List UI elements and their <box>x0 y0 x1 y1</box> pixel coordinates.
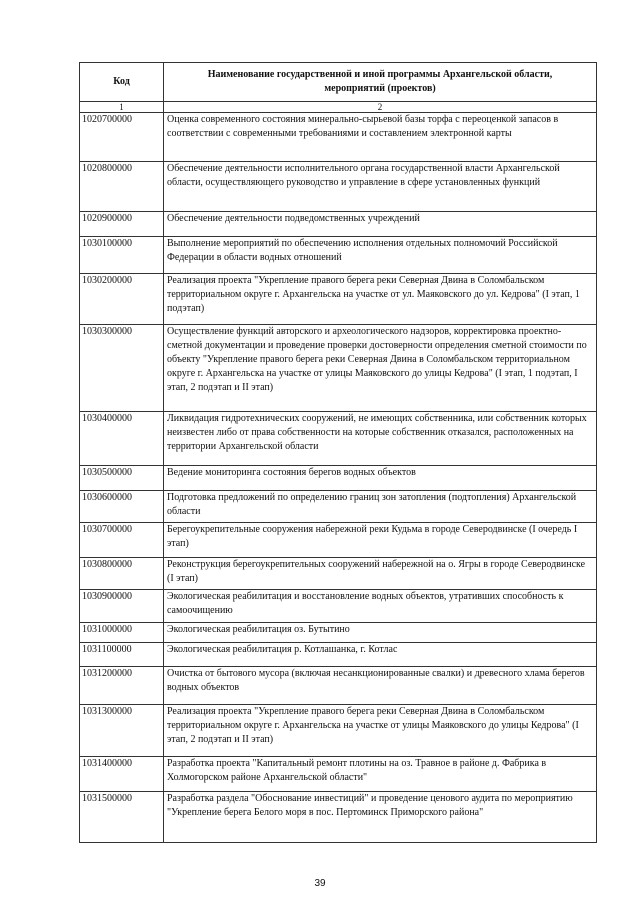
header-name: Наименование государственной и иной программы Архангельской области, мероприятий (проектов) <box>164 63 597 102</box>
row-code: 1030400000 <box>80 412 164 466</box>
row-name: Обеспечение деятельности подведомственных учреждений <box>164 212 597 237</box>
row-name: Берегоукрепительные сооружения набережной реки Кудьма в городе Северодвинске (I очередь I этап) <box>164 523 597 558</box>
row-code: 1031200000 <box>80 667 164 705</box>
table-row <box>80 643 597 667</box>
row-name: Реализация проекта "Укрепление правого берега реки Северная Двина в Соломбальском территориальном округе г. Архангельска на участке от ул. Маяковского до ул. Кедрова" (I этап, 1 подэтап) <box>164 274 597 325</box>
table-row <box>80 623 597 643</box>
row-name: Ликвидация гидротехнических сооружений, не имеющих собственника, или собственник которых неизвестен либо от права собственности на которые собственник отказался, расположенных на территории Архангельской области <box>164 412 597 466</box>
row-code: 1031100000 <box>80 643 164 667</box>
row-code: 1030700000 <box>80 523 164 558</box>
table-row <box>80 212 597 237</box>
numbering-col-2: 2 <box>164 102 597 113</box>
table-row <box>80 590 597 623</box>
numbering-row <box>80 102 597 113</box>
row-name: Разработка проекта "Капитальный ремонт плотины на оз. Травное в районе д. Фабрика в Холмогорском районе Архангельской области" <box>164 757 597 792</box>
table-row <box>80 491 597 523</box>
row-name: Осуществление функций авторского и археологического надзоров, корректировка проектно-сметной документации и проведение проверки достоверности определения сметной стоимости по объекту "Укрепление правого берега реки Северная Двина в Соломбальском территориальном округе г. Архангельска на участке от улицы Маяковского до улицы Кедрова" (I этап, 1 подэтап, I этап, 2 подэтап и II этап) <box>164 325 597 412</box>
table-row <box>80 757 597 792</box>
row-code: 1030900000 <box>80 590 164 623</box>
row-code: 1030200000 <box>80 274 164 325</box>
row-code: 1030300000 <box>80 325 164 412</box>
numbering-col-1: 1 <box>80 102 164 113</box>
table-row <box>80 792 597 843</box>
table-row <box>80 412 597 466</box>
row-name: Разработка раздела "Обоснование инвестиций" и проведение ценового аудита по мероприятию "Укрепление берега Белого моря в пос. Пертоминск Приморского района" <box>164 792 597 843</box>
row-name: Экологическая реабилитация и восстановление водных объектов, утративших способность к самоочищению <box>164 590 597 623</box>
row-code: 1020900000 <box>80 212 164 237</box>
row-code: 1030600000 <box>80 491 164 523</box>
table-row <box>80 705 597 757</box>
row-code: 1031500000 <box>80 792 164 843</box>
row-name: Оценка современного состояния минерально-сырьевой базы торфа с переоценкой запасов в соответствии с современными требованиями и составлением электронной карты <box>164 113 597 162</box>
row-code: 1030500000 <box>80 466 164 491</box>
row-name: Подготовка предложений по определению границ зон затопления (подтопления) Архангельской области <box>164 491 597 523</box>
table-row <box>80 558 597 590</box>
row-name: Выполнение мероприятий по обеспечению исполнения отдельных полномочий Российской Федерации в области водных отношений <box>164 237 597 274</box>
header-row <box>80 63 597 102</box>
table-row <box>80 113 597 162</box>
row-name: Ведение мониторинга состояния берегов водных объектов <box>164 466 597 491</box>
row-code: 1030800000 <box>80 558 164 590</box>
table-row <box>80 162 597 212</box>
table-row <box>80 237 597 274</box>
row-code: 1020700000 <box>80 113 164 162</box>
row-code: 1031400000 <box>80 757 164 792</box>
row-name: Очистка от бытового мусора (включая несанкционированные свалки) и древесного хлама берегов водных объектов <box>164 667 597 705</box>
row-name: Реализация проекта "Укрепление правого берега реки Северная Двина в Соломбальском территориальном округе г. Архангельска на участке от улицы Маяковского до улицы Кедрова" (I этап, 2 подэтап и II этап) <box>164 705 597 757</box>
table-row <box>80 667 597 705</box>
row-code: 1031300000 <box>80 705 164 757</box>
row-name: Экологическая реабилитация оз. Бутытино <box>164 623 597 643</box>
header-code: Код <box>80 63 164 102</box>
row-name: Экологическая реабилитация р. Котлашанка, г. Котлас <box>164 643 597 667</box>
row-name: Обеспечение деятельности исполнительного органа государственной власти Архангельской области, осуществляющего руководство и управление в сфере установленных функций <box>164 162 597 212</box>
row-code: 1020800000 <box>80 162 164 212</box>
budget-codes-table <box>79 62 597 843</box>
table-row <box>80 325 597 412</box>
row-name: Реконструкция берегоукрепительных сооружений набережной на о. Ягры в городе Северодвинске (I этап) <box>164 558 597 590</box>
row-code: 1030100000 <box>80 237 164 274</box>
page-number: 39 <box>314 878 326 889</box>
table-row <box>80 274 597 325</box>
table-row <box>80 523 597 558</box>
row-code: 1031000000 <box>80 623 164 643</box>
table-row <box>80 466 597 491</box>
